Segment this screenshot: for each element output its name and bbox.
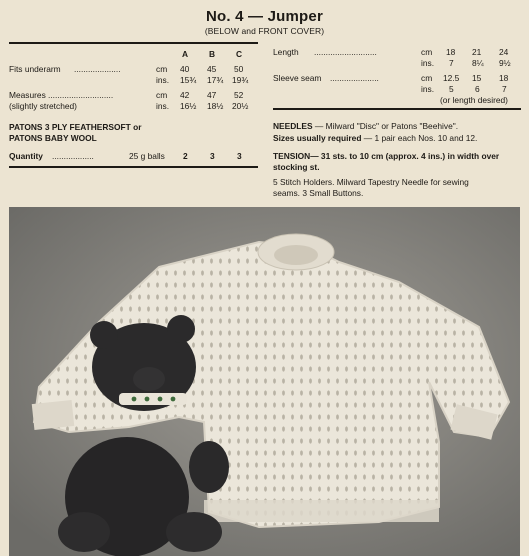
sleeve-cm-unit: cm: [421, 73, 433, 83]
tension-line-2: stocking st.: [273, 162, 320, 172]
length-c-cm: 24: [499, 47, 509, 57]
yarn-line-2: PATONS BABY WOOL: [9, 133, 97, 143]
measures-note: (slightly stretched): [9, 101, 77, 111]
sleeve-ins-unit: ins.: [421, 84, 435, 94]
yarn-line-1: PATONS 3 PLY FEATHERSOFT or: [9, 122, 142, 132]
length-a-cm: 18: [446, 47, 456, 57]
needles-line-2: [273, 133, 477, 143]
length-ins-unit: ins.: [421, 58, 435, 68]
sleeve-dots: .....................: [330, 73, 379, 83]
needles-sizes-label: Sizes usually required: [273, 133, 362, 143]
length-b-ins: 8¼: [472, 58, 484, 68]
length-label: Length: [273, 47, 299, 57]
sleeve-a-cm: 12.5: [443, 73, 460, 83]
fits-underarm-cm-unit: cm: [156, 64, 168, 74]
tension-heading: TENSION: [273, 151, 311, 161]
needles-heading: NEEDLES: [273, 121, 313, 131]
measures-a-cm: 42: [180, 90, 190, 100]
sleeve-c-ins: 7: [502, 84, 507, 94]
needles-line-1: [273, 121, 458, 131]
fits-underarm-dots: ....................: [74, 64, 121, 74]
size-header-c: C: [236, 49, 243, 59]
page-title: No. 4 — Jumper: [206, 8, 323, 25]
fits-underarm-c-ins: 19¾: [232, 75, 249, 85]
length-b-cm: 21: [472, 47, 482, 57]
measures-c-cm: 52: [234, 90, 244, 100]
fits-underarm-a-ins: 15¾: [180, 75, 197, 85]
tension-line-1: [273, 151, 499, 161]
measures-label: Measures: [9, 90, 46, 100]
fits-underarm-ins-unit: ins.: [156, 75, 170, 85]
length-dots: ...........................: [314, 47, 377, 57]
needles-sizes-text: — 1 pair each Nos. 10 and 12.: [363, 133, 478, 143]
sleeve-b-cm: 15: [472, 73, 482, 83]
length-cm-unit: cm: [421, 47, 433, 57]
measures-b-ins: 18½: [207, 101, 224, 111]
measures-dots: ............................: [48, 90, 114, 100]
extras-line-1: 5 Stitch Holders. Milward Tapestry Needle for sewing: [273, 177, 469, 187]
length-c-ins: 9½: [499, 58, 511, 68]
quantity-desc: 25 g balls: [129, 151, 165, 161]
quantity-dots: ..................: [52, 151, 94, 161]
measures-a-ins: 16½: [180, 101, 197, 111]
sleeve-b-ins: 6: [475, 84, 480, 94]
sleeve-note: (or length desired): [440, 95, 508, 105]
fits-underarm-label: Fits underarm: [9, 64, 61, 74]
size-header-a: A: [182, 49, 189, 59]
quantity-label: Quantity: [9, 151, 43, 161]
quantity-b: 3: [210, 151, 215, 161]
fits-underarm-c-cm: 50: [234, 64, 244, 74]
needles-text: — Milward "Disc" or Patons "Beehive".: [314, 121, 459, 131]
fits-underarm-b-ins: 17¾: [207, 75, 224, 85]
sleeve-label: Sleeve seam: [273, 73, 322, 83]
sleeve-a-ins: 5: [449, 84, 454, 94]
length-a-ins: 7: [449, 58, 454, 68]
measures-cm-unit: cm: [156, 90, 168, 100]
right-rule: [273, 108, 521, 110]
left-top-rule: [9, 42, 258, 44]
measures-c-ins: 20½: [232, 101, 249, 111]
quantity-a: 2: [183, 151, 188, 161]
tension-text: — 31 sts. to 10 cm (approx. 4 ins.) in width over: [310, 151, 500, 161]
left-bottom-rule: [9, 166, 258, 168]
quantity-c: 3: [237, 151, 242, 161]
page-subtitle: (BELOW and FRONT COVER): [204, 26, 325, 36]
sleeve-c-cm: 18: [499, 73, 509, 83]
fits-underarm-a-cm: 40: [180, 64, 190, 74]
size-header-b: B: [209, 49, 216, 59]
measures-b-cm: 47: [207, 90, 217, 100]
fits-underarm-b-cm: 45: [207, 64, 217, 74]
extras-line-2: seams. 3 Small Buttons.: [273, 188, 364, 198]
jumper-photo: [9, 207, 520, 556]
measures-ins-unit: ins.: [156, 101, 170, 111]
